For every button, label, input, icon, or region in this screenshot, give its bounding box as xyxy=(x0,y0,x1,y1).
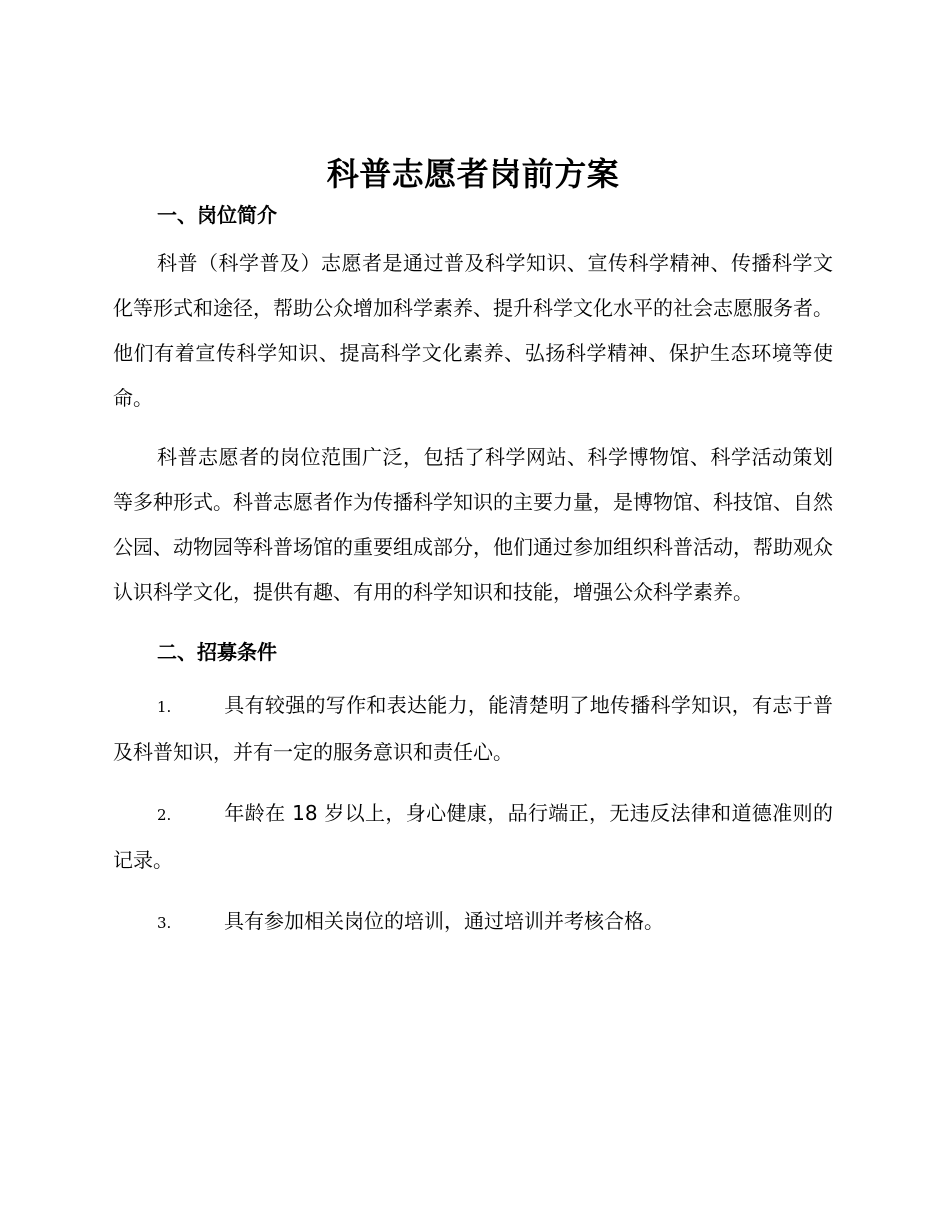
list-item-number: 1. xyxy=(157,698,172,716)
paragraph: 科普（科学普及）志愿者是通过普及科学知识、宣传科学精神、传播科学文化等形式和途径，帮助公众增加科学素养、提升科学文化水平的社会志愿服务者。他们有着宣传科学知识、提高科学文化素养、弘扬科学精神、保护生态环境等使命。 xyxy=(113,251,833,410)
list-item xyxy=(113,683,833,775)
list-item-text: 具有较强的写作和表达能力，能清楚明了地传播科学知识，有志于普及科普知识，并有一定的服务意识和责任心。 xyxy=(113,693,833,764)
list-item-number: 2. xyxy=(157,806,172,824)
list-item-number: 3. xyxy=(157,914,172,932)
list-item-text: 年龄在 18 岁以上，身心健康，品行端正，无违反法律和道德准则的记录。 xyxy=(113,801,833,872)
document-body xyxy=(113,150,833,946)
paragraph: 科普志愿者的岗位范围广泛，包括了科学网站、科学博物馆、科学活动策划等多种形式。科普志愿者作为传播科学知识的主要力量，是博物馆、科技馆、自然公园、动物园等科普场馆的重要组成部分，他们通过参加组织科普活动，帮助观众认识科学文化，提供有趣、有用的科学知识和技能，增强公众科学素养。 xyxy=(113,445,833,604)
section-heading-position-intro: 一、岗位简介 xyxy=(157,203,277,227)
list-item xyxy=(113,899,833,946)
list-item xyxy=(113,791,833,883)
section-heading-recruitment: 二、招募条件 xyxy=(157,640,277,664)
list-item-text: 具有参加相关岗位的培训，通过培训并考核合格。 xyxy=(224,909,664,933)
document-title: 科普志愿者岗前方案 xyxy=(326,155,620,193)
